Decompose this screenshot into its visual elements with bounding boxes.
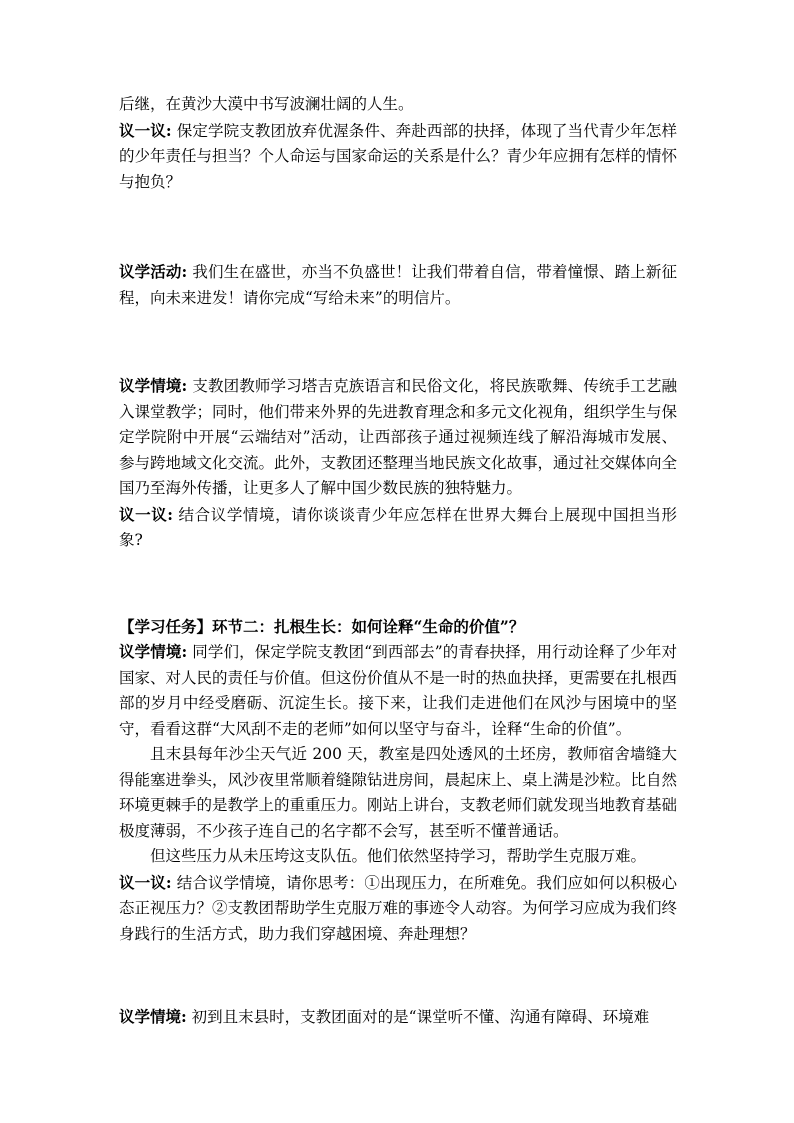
body-paragraph: 但这些压力从未压垮这支队伍。他们依然坚持学习，帮助学生克服万难。: [150, 847, 647, 865]
discussion-label: 议一议:: [119, 504, 174, 524]
discussion-text: 保定学院支教团放弃优渥条件、奔赴西部的抉择，体现了当代青少年怎样的少年责任与担当？个人命运与国家命运的关系是什么？青少年应拥有怎样的情怀与抱负？: [119, 121, 678, 191]
paragraph-text: 后继，在黄沙大漠中书写波澜壮阔的人生。: [119, 95, 414, 113]
learning-scenario-1: [119, 373, 677, 502]
spacer: [119, 311, 677, 373]
spacer: [119, 947, 677, 1004]
scenario-label: 议学情境:: [119, 1007, 187, 1026]
discussion-label: 议一议:: [119, 120, 172, 140]
learning-activity: [119, 259, 677, 311]
learning-scenario-3: [119, 1004, 677, 1031]
discussion-label: 议一议:: [119, 872, 172, 892]
scenario-text: 初到且末县时，支教团面对的是“课堂听不懂、沟通有障碍、环境难: [186, 1008, 650, 1026]
learning-scenario-2: [119, 639, 677, 742]
discussion-question-2: [119, 502, 677, 554]
activity-label: 议学活动:: [119, 262, 188, 281]
section-heading: 【学习任务】环节二：扎根生长：如何诠释“生命的价值”？: [119, 616, 525, 636]
discussion-question-1: [119, 118, 677, 196]
scenario-label: 议学情境:: [119, 642, 188, 661]
discussion-text: 结合议学情境，请你谈谈青少年应怎样在世界大舞台上展现中国担当形象?: [119, 505, 677, 549]
paragraph-continuation: [119, 92, 677, 118]
activity-text: 我们生在盛世，亦当不负盛世！让我们带着自信，带着憧憬、踏上新征程，向未来进发！请你完成“写给未来”的明信片。: [119, 263, 677, 307]
discussion-question-3: [119, 870, 677, 948]
scenario-text: 同学们，保定学院支教团“到西部去”的青春抉择，用行动诠释了少年对国家、对人民的责任与价值。但这份价值从不是一时的热血抉择，更需要在扎根西部的岁月中经受磨砺、沉淀生长。接下来，让我们走进他们在风沙与困境中的坚守，看看这群“大风刮不走的老师”如何以坚守与奋斗，诠释“生命的价值”。: [119, 643, 678, 738]
spacer: [119, 195, 677, 259]
body-paragraph: 且末县每年沙尘天气近 200 天，教室是四处透风的土坯房，教师宿舍墙缝大得能塞进拳头，风沙夜里常顺着缝隙钻进房间，晨起床上、桌上满是沙粒。比自然环境更棘手的是教学上的重重压力。刚站上讲台，支教老师们就发现当地教育基础极度薄弱，不少孩子连自己的名字都不会写，甚至听不懂普通话。: [119, 745, 678, 840]
document-page: [119, 92, 677, 1031]
discussion-text: 结合议学情境，请你思考：①出现压力，在所难免。我们应如何以积极心态正视压力？②支教团帮助学生克服万难的事迹令人动容。为何学习应成为我们终身践行的生活方式，助力我们穿越困境、奔赴理想？: [119, 873, 678, 943]
spacer: [119, 554, 677, 614]
scenario-text: 支教团教师学习塔吉克族语言和民俗文化，将民族歌舞、传统手工艺融入课堂教学；同时，他们带来外界的先进教育理念和多元文化视角，组织学生与保定学院附中开展“云端结对”活动，让西部孩子通过视频连线了解沿海城市发展、参与跨地域文化交流。此外，支教团还整理当地民族文化故事，通过社交媒体向全国乃至海外传播，让更多人了解中国少数民族的独特魅力。: [119, 377, 678, 497]
scenario-label: 议学情境:: [119, 376, 188, 395]
